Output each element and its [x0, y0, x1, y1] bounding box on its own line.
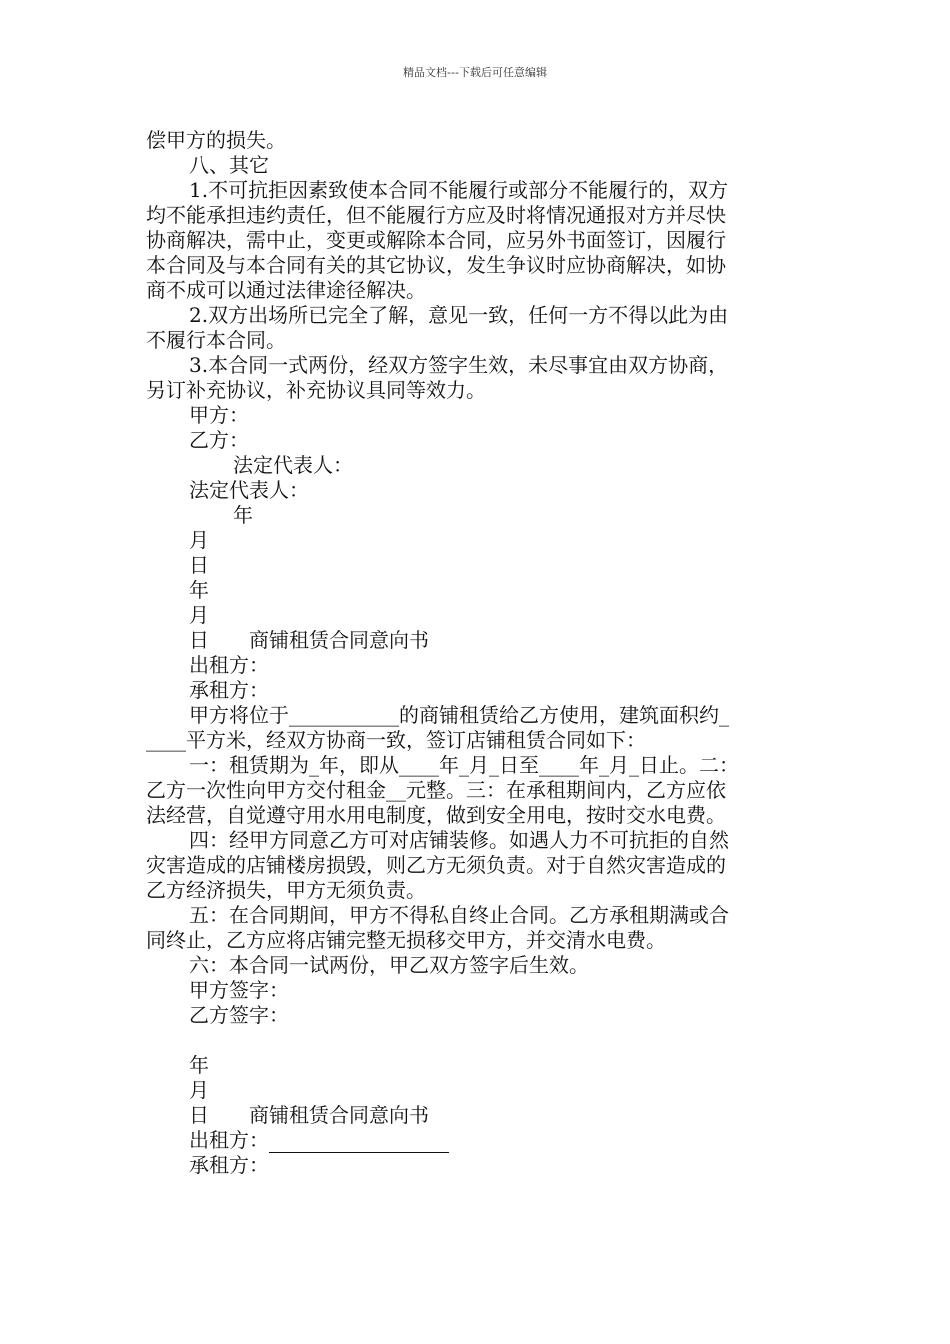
lessor-label: 出租方： — [189, 1128, 269, 1152]
document-body — [146, 128, 810, 1178]
text-line: 2.双方出场所已完全了解，意见一致，任何一方不得以此为由 — [189, 303, 729, 327]
doc-title-line: 日 商铺租赁合同意向书 — [189, 628, 429, 652]
lessor-label: 出租方： — [189, 653, 269, 677]
text-line: 乙方经济损失，甲方无须负责。 — [146, 878, 426, 902]
page-header: 精品文档---下载后可任意编辑 — [403, 66, 547, 79]
text-line: 甲方将位于___________的商铺租赁给乙方使用，建筑面积约_ — [189, 703, 729, 727]
text-line: 另订补充协议，补充协议具同等效力。 — [146, 378, 486, 402]
text-line: 本合同及与本合同有关的其它协议，发生争议时应协商解决，如协 — [146, 253, 726, 277]
date-month: 月 — [189, 528, 209, 552]
lessee-label: 承租方： — [189, 678, 269, 702]
text-line: 一：租赁期为_年，即从____年_月_日至____年_月_日止。二： — [189, 753, 739, 777]
party-b-label: 乙方： — [189, 428, 249, 452]
text-line: 五：在合同期间，甲方不得私自终止合同。乙方承租期满或合 — [189, 903, 729, 927]
text-line: 乙方一次性向甲方交付租金__元整。三：在承租期间内，乙方应依 — [146, 778, 726, 802]
text-line: 均不能承担违约责任，但不能履行方应及时将情况通报对方并尽快 — [146, 203, 726, 227]
blank-underline — [269, 1132, 449, 1153]
date-day: 日 — [189, 553, 209, 577]
text-line: 六：本合同一试两份，甲乙双方签字后生效。 — [189, 953, 589, 977]
doc-title-line: 日 商铺租赁合同意向书 — [189, 1103, 429, 1127]
date-month: 月 — [189, 603, 209, 627]
party-a-signature-label: 甲方签字： — [189, 978, 289, 1002]
party-b-signature-label: 乙方签字： — [189, 1003, 289, 1027]
party-a-label: 甲方： — [189, 403, 249, 427]
text-line: 协商解决，需中止，变更或解除本合同，应另外书面签订，因履行 — [146, 228, 726, 252]
text-line: 3.本合同一式两份，经双方签字生效，未尽事宜由双方协商， — [189, 353, 729, 377]
text-line: 1.不可抗拒因素致使本合同不能履行或部分不能履行的，双方 — [189, 178, 729, 202]
lessor-line — [146, 1128, 810, 1153]
date-month: 月 — [189, 1078, 209, 1102]
text-line: 不履行本合同。 — [146, 328, 286, 352]
text-line: 偿甲方的损失。 — [146, 128, 286, 152]
text-line: 灾害造成的店铺楼房损毁，则乙方无须负责。对于自然灾害造成的 — [146, 853, 726, 877]
text-line: ____平方米，经双方协商一致，签订店铺租赁合同如下： — [146, 728, 646, 752]
text-line: 四：经甲方同意乙方可对店铺装修。如遇人力不可抗拒的自然 — [189, 828, 729, 852]
date-year: 年 — [233, 503, 253, 527]
blank-line — [146, 1028, 810, 1053]
date-year: 年 — [189, 578, 209, 602]
lessee-label: 承租方： — [189, 1153, 269, 1177]
text-line: 法经营，自觉遵守用水用电制度，做到安全用电，按时交水电费。 — [146, 803, 726, 827]
section-heading: 八、其它 — [189, 153, 269, 177]
legal-rep-label: 法定代表人： — [189, 478, 309, 502]
legal-rep-label: 法定代表人： — [233, 453, 353, 477]
text-line: 商不成可以通过法律途径解决。 — [146, 278, 426, 302]
date-year: 年 — [189, 1053, 209, 1077]
text-line: 同终止，乙方应将店铺完整无损移交甲方，并交清水电费。 — [146, 928, 666, 952]
